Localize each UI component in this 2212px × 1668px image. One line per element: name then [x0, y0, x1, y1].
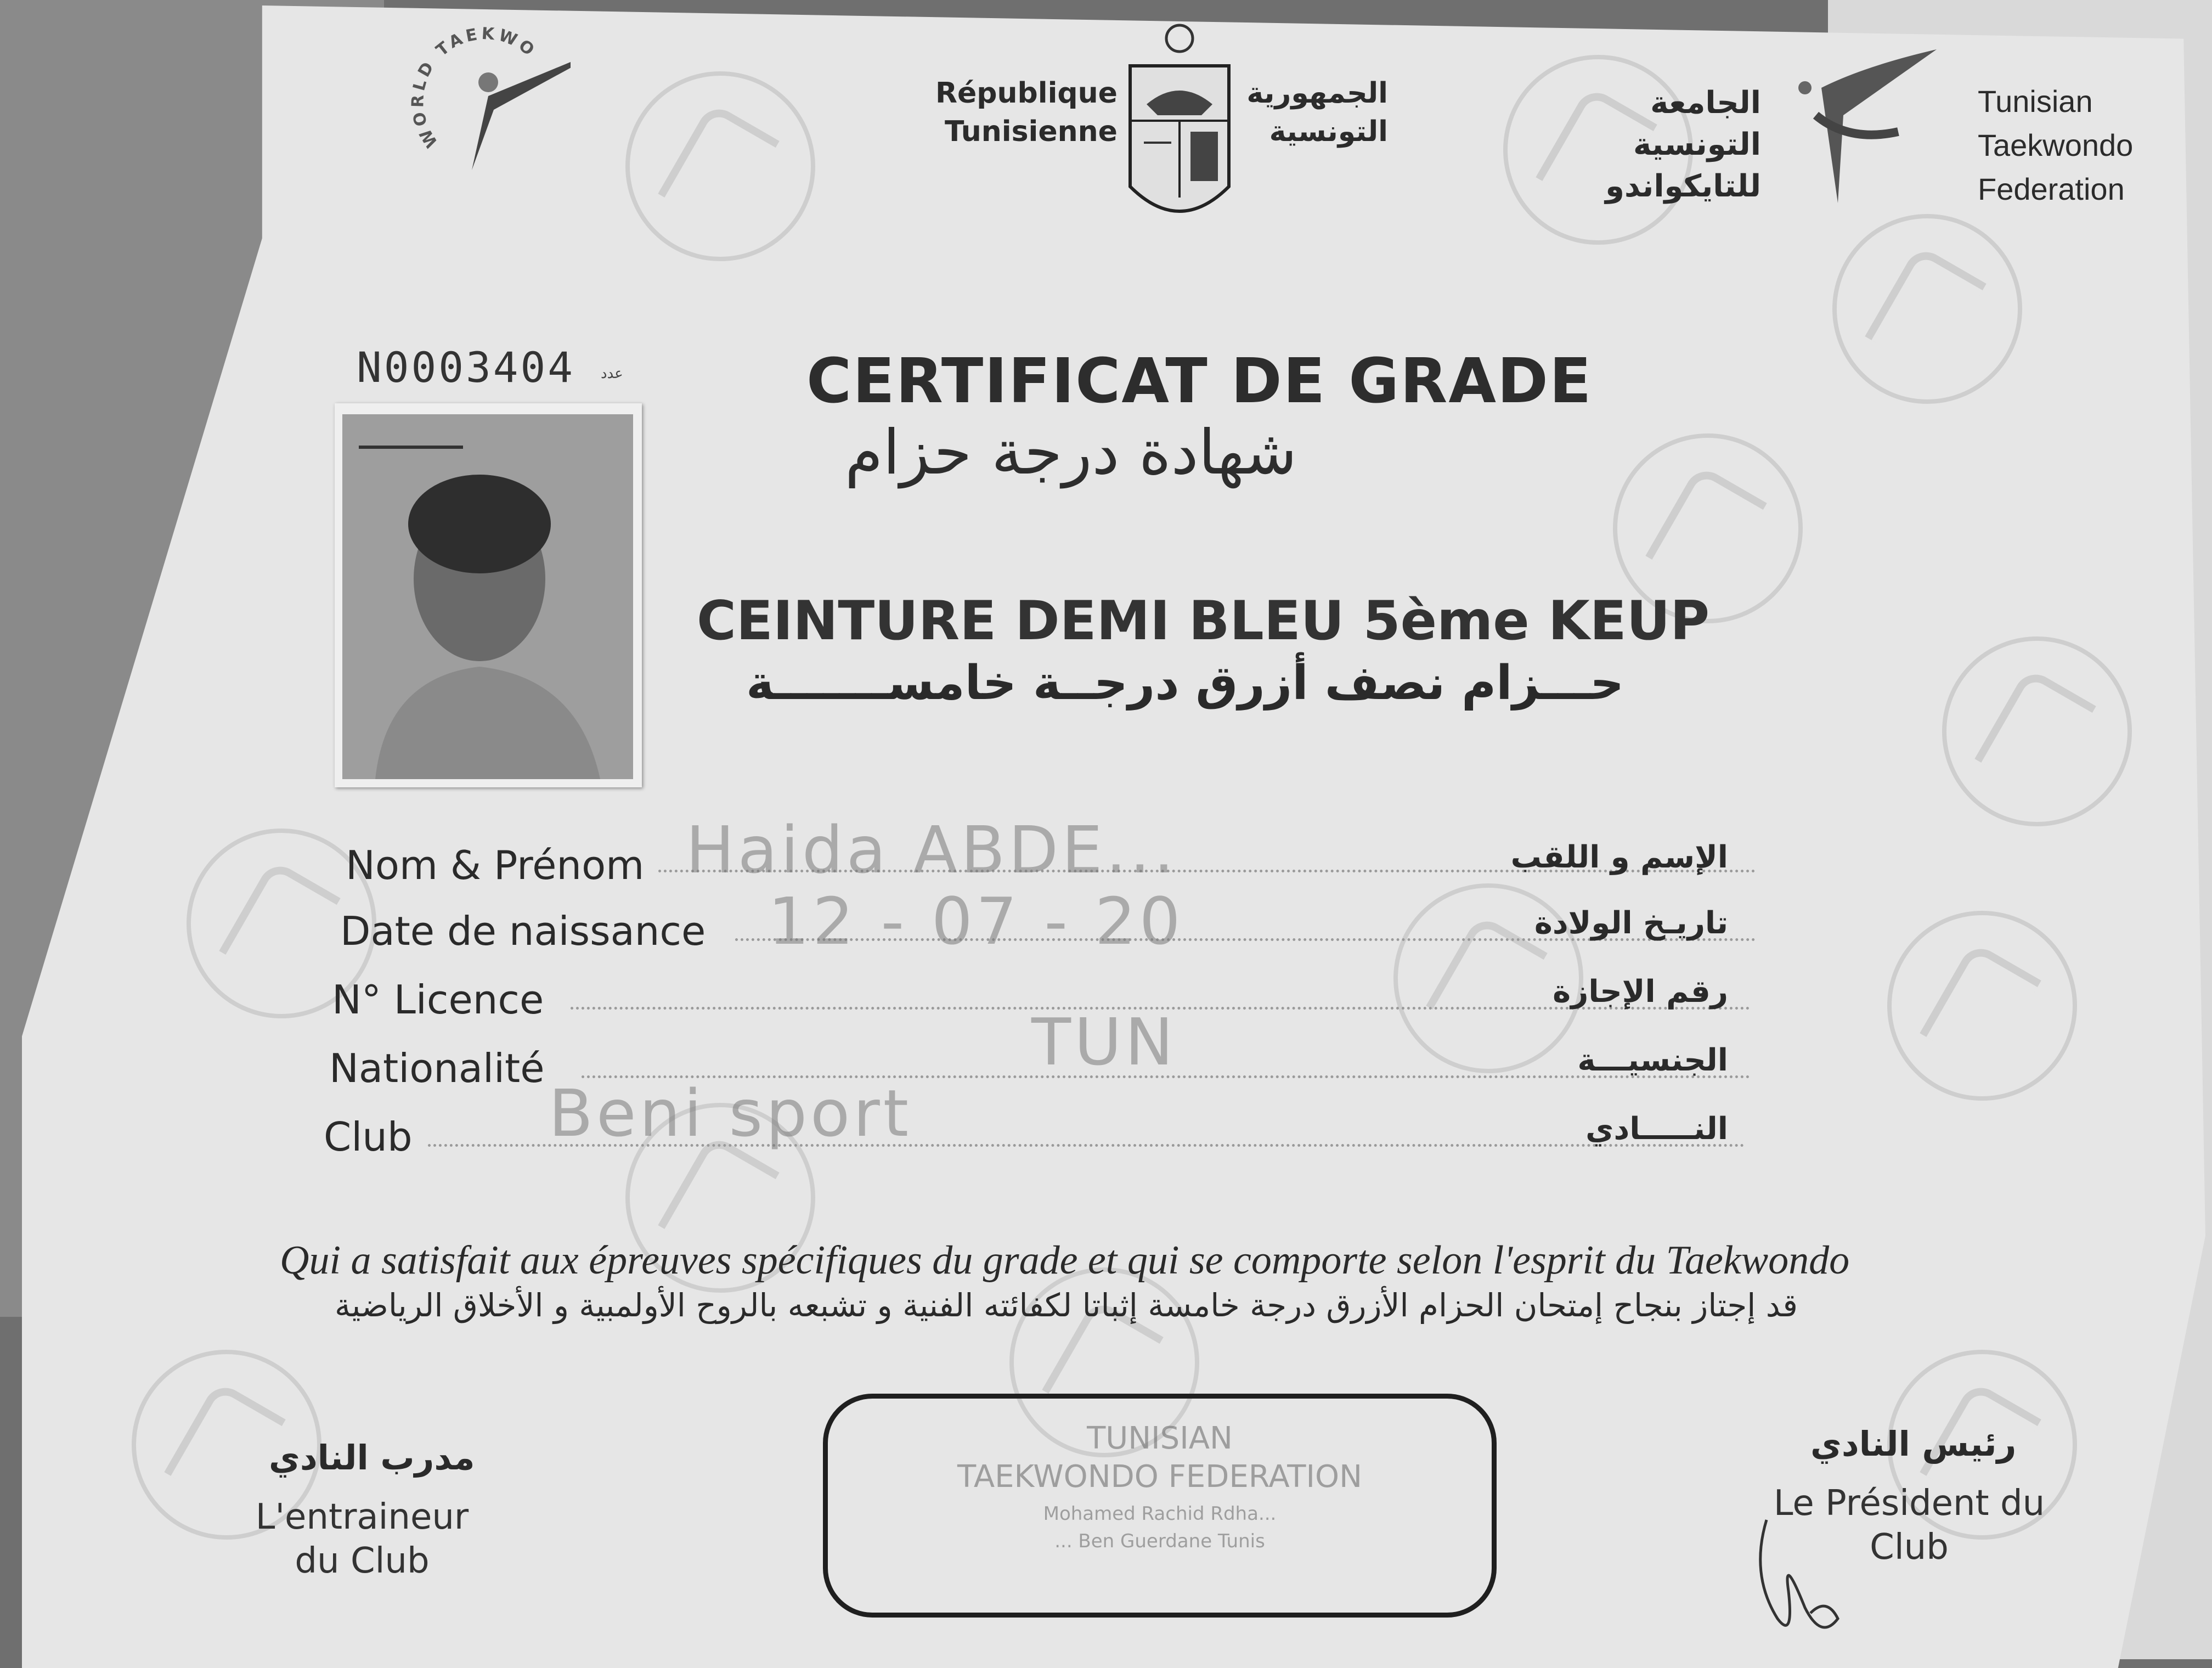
republic-fr: République Tunisienne [935, 77, 1118, 148]
certificate-number: N0003404 [357, 343, 575, 392]
field-label-club-ar: النـــــادي [1585, 1111, 1728, 1147]
field-value-birthdate: 12 - 07 - 20 [768, 883, 1184, 959]
coach-label-ar: مدرب النادي [269, 1438, 475, 1478]
president-label-ar: رئيس النادي [1810, 1424, 2017, 1464]
watermark-logo-icon [1887, 911, 2077, 1101]
certificate-title-fr: CERTIFICAT DE GRADE [806, 346, 1593, 417]
certificate-title-ar: شهادة درجة حزام [845, 417, 1297, 488]
portrait-image [342, 414, 633, 779]
field-value-name: Haida ABDE... [686, 812, 1178, 888]
statement-ar: قد إجتاز بنجاح إمتحان الحزام الأزرق درجة خامسة إثباتا لكفائته الفنية و تشبعه بالروح الأولمبية و الأخلاق الرياضية [335, 1287, 1798, 1324]
field-label-name: Nom & Prénom [346, 842, 645, 888]
field-label-nationality: Nationalité [329, 1045, 545, 1091]
president-label-fr: Le Président du Club [1773, 1483, 2045, 1568]
federation-en: Tunisian Taekwondo Federation [1978, 84, 2134, 206]
field-label-birthdate: Date de naissance [340, 908, 706, 954]
field-label-club: Club [324, 1114, 413, 1160]
field-label-name-ar: الإسم و اللقب [1510, 839, 1728, 875]
stamp-line-1: TUNISIAN [1087, 1421, 1233, 1456]
svg-text:WORLD TAEKWONDO: WORLD TAEKWO [408, 24, 540, 151]
republic-ar: الجمهورية التونسية [1246, 77, 1388, 148]
grade-title-fr: CEINTURE DEMI BLEU 5ème KEUP [697, 590, 1710, 652]
watermark-logo-icon [1832, 214, 2022, 404]
stamp-line-3: Mohamed Rachid Rdha... [1043, 1503, 1277, 1525]
coach-label-fr: L'entraineur du Club [255, 1497, 469, 1581]
holder-photo [335, 403, 642, 787]
field-label-licence: N° Licence [332, 977, 544, 1023]
tunisia-coat-of-arms-icon [1108, 22, 1251, 241]
field-label-birthdate-ar: تاريـخ الولادة [1534, 905, 1728, 941]
stamp-line-4: ... Ben Guerdane Tunis [1054, 1530, 1265, 1552]
watermark-logo-icon [1942, 636, 2132, 826]
field-label-licence-ar: رقم الإجازة [1553, 974, 1728, 1010]
statement-fr: Qui a satisfait aux épreuves spécifiques du grade et qui se comporte selon l'esprit du Taekwondo [280, 1238, 1850, 1283]
field-value-nationality: TUN [1031, 1004, 1177, 1080]
federation-logo-icon [1783, 33, 1948, 208]
stamp-line-2: TAEKWONDO FEDERATION [957, 1459, 1362, 1495]
federation-stamp [823, 1394, 1497, 1618]
field-value-club: Beni sport [549, 1075, 912, 1151]
grade-title-ar: حـــزام نصف أزرق درجــة خامســـــــة [746, 656, 1624, 711]
world-taekwondo-logo [406, 16, 571, 181]
certificate-number-ar-label: عدد [601, 365, 623, 381]
field-label-nationality-ar: الجنسيـــة [1577, 1042, 1728, 1078]
handwritten-signature [1745, 1509, 1854, 1652]
federation-ar: الجامعة التونسية للتايكواندو [1605, 85, 1761, 204]
watermark-logo-icon [625, 71, 815, 261]
